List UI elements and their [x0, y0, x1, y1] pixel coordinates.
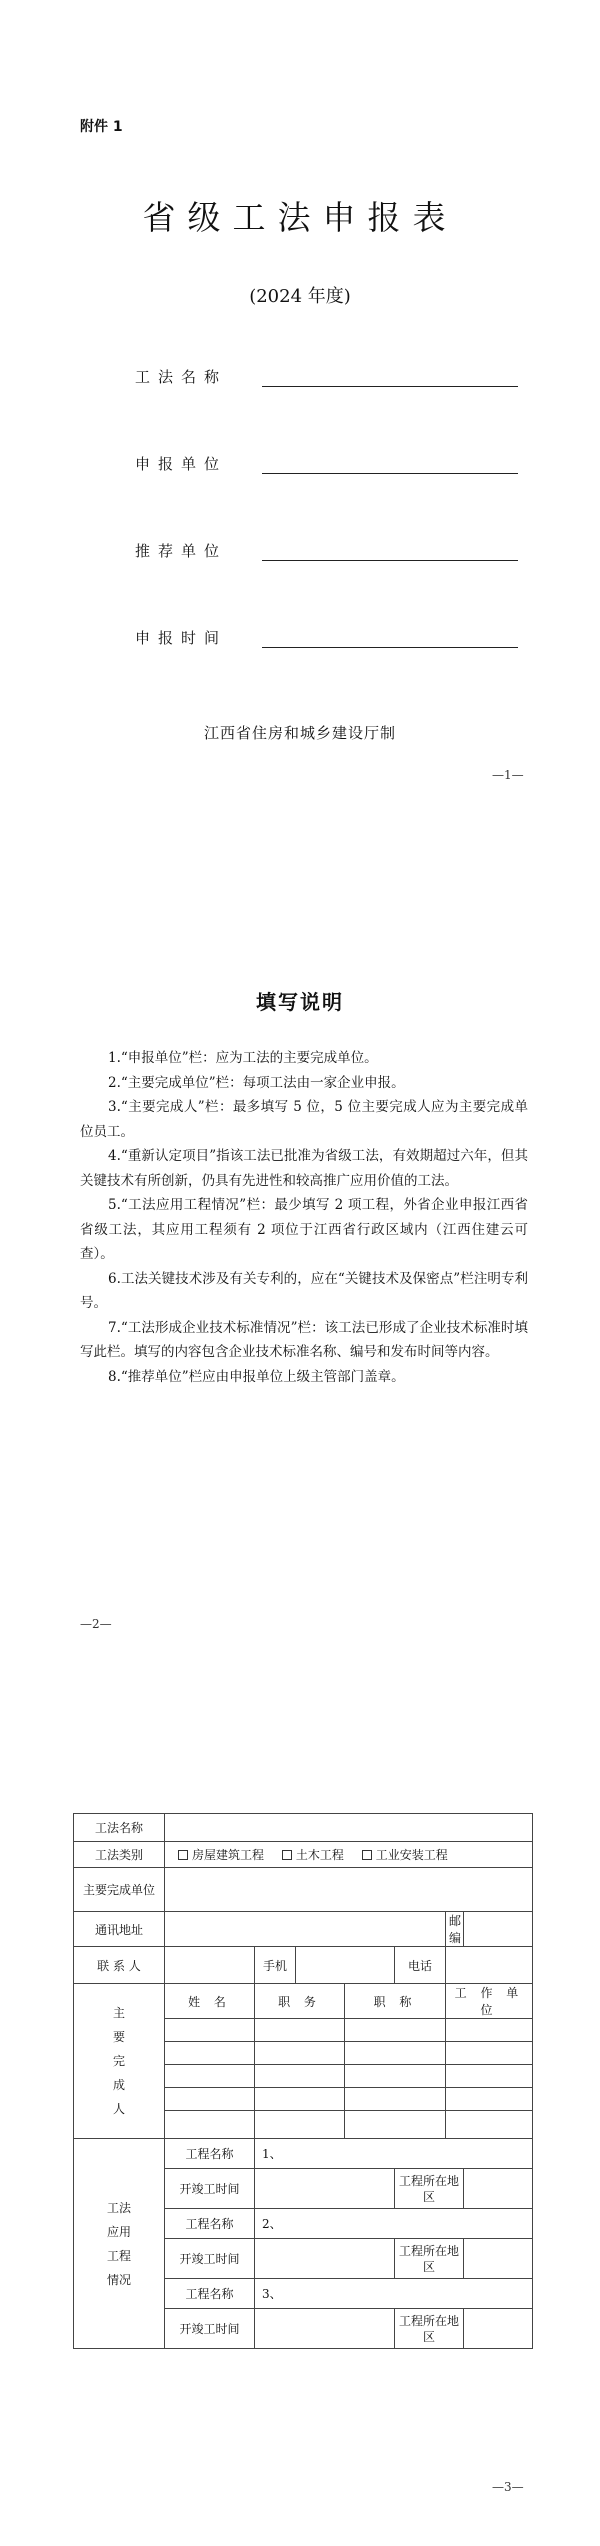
category-civil: 土木工程 — [295, 1848, 344, 1862]
label-project-time: 开竣工时间 — [165, 2169, 255, 2209]
checkbox-building[interactable] — [178, 1850, 188, 1860]
instruction-item: 1.“申报单位”栏：应为工法的主要完成单位。 — [108, 1050, 378, 1066]
page-number-2: —2— — [80, 1617, 112, 1631]
person-cell[interactable] — [165, 2065, 255, 2088]
label-phone: 电话 — [395, 1947, 446, 1984]
page-number-3: —3— — [492, 2480, 524, 2494]
instruction-item: 2.“主要完成单位”栏：每项工法由一家企业申报。 — [108, 1074, 405, 1091]
label-project-location: 工程所在地区 — [395, 2169, 464, 2209]
checkbox-civil[interactable] — [282, 1850, 292, 1860]
page-number-1: —1— — [492, 768, 524, 782]
instruction-item: 7.“工法形成企业技术标准情况”栏：该工法已形成了企业技术标准时填写此栏。填写的内容包含企业技术标准名称、编号和发布时间等内容。 — [80, 1319, 528, 1360]
input-mobile[interactable] — [296, 1947, 395, 1984]
field-label-date: 申报时间 — [135, 629, 228, 647]
instruction-item: 6.工法关键技术涉及有关专利的，应在“关键技术及保密点”栏注明专利号。 — [80, 1270, 528, 1311]
project-name-3[interactable]: 3、 — [255, 2279, 533, 2309]
project-name-2[interactable]: 2、 — [255, 2209, 533, 2239]
person-cell[interactable] — [255, 2088, 345, 2111]
field-label-applicant: 申报单位 — [135, 455, 228, 473]
person-cell[interactable] — [446, 2065, 533, 2088]
label-project-time: 开竣工时间 — [165, 2309, 255, 2349]
category-industrial: 工业安装工程 — [375, 1848, 448, 1862]
person-cell[interactable] — [446, 2019, 533, 2042]
instructions-list — [80, 1046, 528, 1389]
field-line-date[interactable] — [262, 646, 518, 648]
attachment-label: 附件 1 — [80, 119, 123, 135]
person-cell[interactable] — [165, 2088, 255, 2111]
label-project-location: 工程所在地区 — [395, 2309, 464, 2349]
person-cell[interactable] — [165, 2111, 255, 2139]
category-options — [165, 1842, 533, 1868]
label-project-name: 工程名称 — [165, 2279, 255, 2309]
label-contact: 联 系 人 — [74, 1947, 165, 1984]
label-method-category: 工法类别 — [74, 1842, 165, 1868]
header-work-unit: 工 作 单 位 — [446, 1984, 533, 2019]
person-cell[interactable] — [345, 2088, 446, 2111]
person-cell[interactable] — [345, 2042, 446, 2065]
input-contact[interactable] — [165, 1947, 255, 1984]
label-main-unit: 主要完成单位 — [74, 1868, 165, 1912]
label-project-name: 工程名称 — [165, 2139, 255, 2169]
person-cell[interactable] — [345, 2019, 446, 2042]
person-cell[interactable] — [446, 2042, 533, 2065]
instruction-item: 5.“工法应用工程情况”栏：最少填写 2 项工程，外省企业申报江西省省级工法，其应用工程须有 2 项位于江西省行政区域内（江西住建云可查）。 — [80, 1197, 528, 1262]
person-cell[interactable] — [255, 2042, 345, 2065]
form-title: 省级工法申报表 — [142, 198, 458, 237]
category-building: 房屋建筑工程 — [192, 1848, 265, 1862]
input-project-time-3[interactable] — [255, 2309, 395, 2349]
input-project-time-1[interactable] — [255, 2169, 395, 2209]
header-position: 职 务 — [255, 1984, 345, 2019]
instruction-item: 3.“主要完成人”栏：最多填写 5 位，5 位主要完成人应为主要完成单位员工。 — [80, 1099, 528, 1140]
input-project-location-2[interactable] — [464, 2239, 533, 2279]
checkbox-industrial[interactable] — [362, 1850, 372, 1860]
person-cell[interactable] — [446, 2111, 533, 2139]
input-project-location-3[interactable] — [464, 2309, 533, 2349]
instruction-item: 8.“推荐单位”栏应由申报单位上级主管部门盖章。 — [108, 1368, 405, 1385]
person-cell[interactable] — [165, 2042, 255, 2065]
input-project-time-2[interactable] — [255, 2239, 395, 2279]
application-form-table — [73, 1813, 533, 2349]
issuer-text: 江西省住房和城乡建设厅制 — [203, 724, 396, 742]
person-cell[interactable] — [345, 2111, 446, 2139]
form-year: (2024 年度) — [249, 286, 351, 307]
input-phone[interactable] — [446, 1947, 533, 1984]
label-main-persons: 主要完成人 — [74, 1984, 165, 2139]
label-mobile: 手机 — [255, 1947, 296, 1984]
label-postcode: 邮编 — [446, 1912, 464, 1947]
input-postcode[interactable] — [464, 1912, 533, 1947]
field-line-method-name[interactable] — [262, 385, 518, 387]
person-cell[interactable] — [255, 2019, 345, 2042]
label-projects: 工法应用工程情况 — [74, 2139, 165, 2349]
person-cell[interactable] — [255, 2065, 345, 2088]
label-project-name: 工程名称 — [165, 2209, 255, 2239]
input-address[interactable] — [165, 1912, 446, 1947]
label-method-name: 工法名称 — [74, 1814, 165, 1842]
input-project-location-1[interactable] — [464, 2169, 533, 2209]
field-line-recommender[interactable] — [262, 559, 518, 561]
label-project-time: 开竣工时间 — [165, 2239, 255, 2279]
header-name: 姓 名 — [165, 1984, 255, 2019]
person-cell[interactable] — [446, 2088, 533, 2111]
instructions-title: 填写说明 — [256, 990, 344, 1014]
field-label-recommender: 推荐单位 — [135, 542, 228, 560]
person-cell[interactable] — [255, 2111, 345, 2139]
field-line-applicant[interactable] — [262, 472, 518, 474]
person-cell[interactable] — [345, 2065, 446, 2088]
project-name-1[interactable]: 1、 — [255, 2139, 533, 2169]
label-address: 通讯地址 — [74, 1912, 165, 1947]
input-method-name[interactable] — [165, 1814, 533, 1842]
field-label-method-name: 工法名称 — [135, 368, 228, 386]
label-project-location: 工程所在地区 — [395, 2239, 464, 2279]
header-title: 职 称 — [345, 1984, 446, 2019]
input-main-unit[interactable] — [165, 1868, 533, 1912]
instruction-item: 4.“重新认定项目”指该工法已批准为省级工法，有效期超过六年，但其关键技术有所创新，仍具有先进性和较高推广应用价值的工法。 — [80, 1148, 528, 1189]
person-cell[interactable] — [165, 2019, 255, 2042]
